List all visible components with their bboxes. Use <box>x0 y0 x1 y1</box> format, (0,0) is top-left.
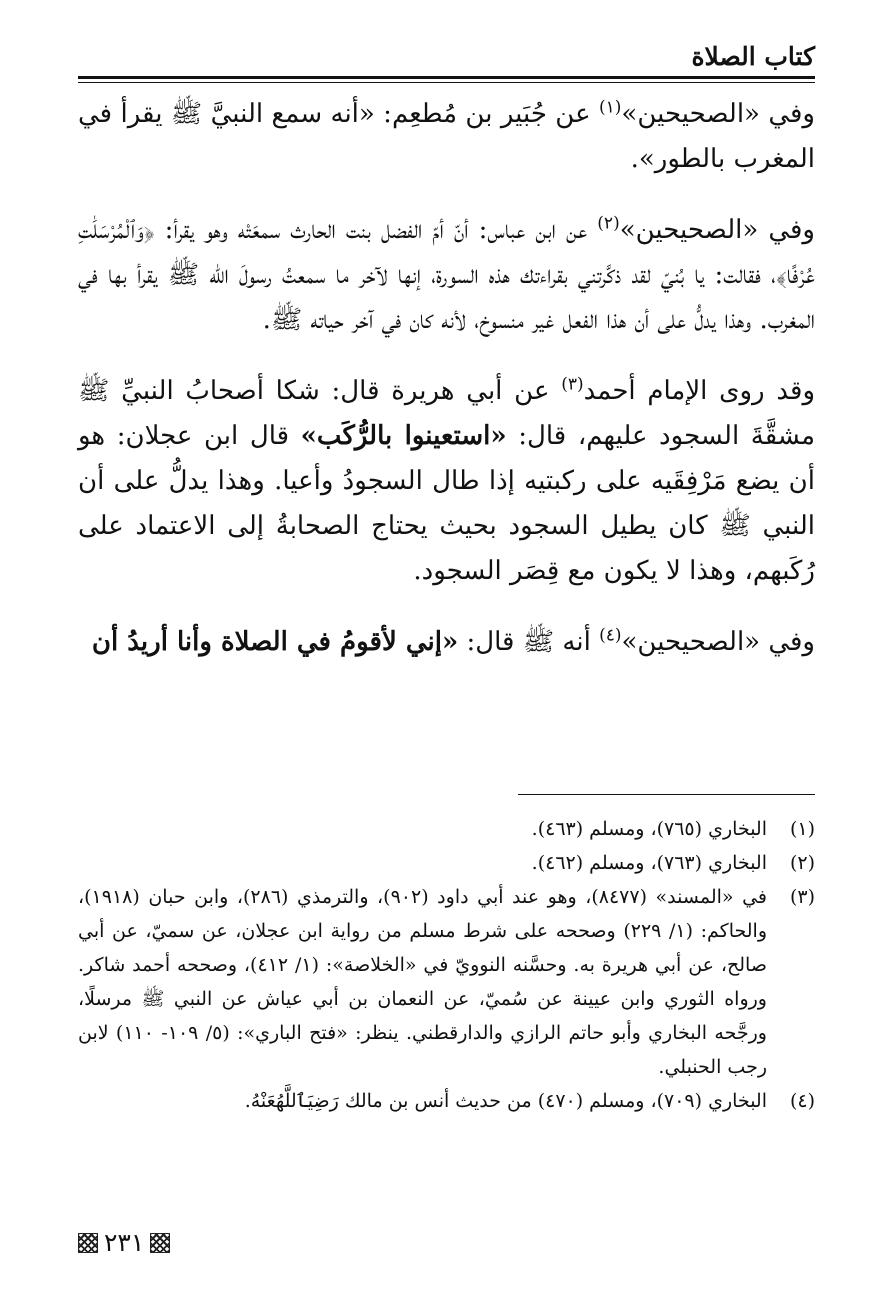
footnote-text: البخاري (٧٠٩)، ومسلم (٤٧٠) من حديث أنس بن مالك رَضِيَٱللَّهُعَنْهُ. <box>244 1090 767 1112</box>
footnote-ref[interactable]: (٣) <box>561 374 584 395</box>
page-ornament-icon <box>150 1233 170 1253</box>
footnote-item <box>78 812 815 846</box>
footnote-item <box>78 1084 815 1118</box>
page-number-block <box>78 1226 170 1260</box>
page-title: كتاب الصلاة <box>691 42 815 71</box>
paragraph-text: قال ابن عجلان: هو أن يضع مَرْفِقَيه على ركبتيه إذا طال السجودُ وأعيا. وهذا يدلُّ على أن النبي ﷺ كان يطيل السجود بحيث يحتاج الصحابةُ إلى الاعتماد على رُكَبهم، وهذا لا يكون مع قِصَر السجود. <box>78 421 815 586</box>
footnote-separator <box>518 794 815 795</box>
paragraph-4 <box>78 620 815 665</box>
footnote-ref[interactable]: (٤) <box>599 625 622 646</box>
page-number: ٢٣١ <box>104 1228 145 1257</box>
footnote-number: (٢) <box>789 852 815 874</box>
paragraph-text: عن جُبَير بن مُطعِم: «أنه سمع النبيَّ ﷺ يقرأ في المغرب بالطور». <box>78 99 815 174</box>
paragraph-1 <box>78 92 815 182</box>
footnote-ref[interactable]: (١) <box>598 97 622 118</box>
footnote-ref[interactable]: (٢) <box>597 213 620 234</box>
hadith-quote: «استعينوا بالرُّكَب» <box>300 421 507 451</box>
paragraph-text: وفي «الصحيحين» <box>619 215 815 245</box>
hadith-quote: «إني لأقومُ في الصلاة وأنا أريدُ أن <box>91 627 459 657</box>
paragraph-text: وقد روى الإمام أحمد <box>583 376 815 406</box>
header-rule-thin <box>78 82 815 83</box>
footnotes <box>78 812 815 1118</box>
paragraph-text: وفي «الصحيحين» <box>621 627 815 657</box>
footnote-number: (٣) <box>789 886 815 908</box>
page-ornament-icon <box>78 1233 98 1253</box>
footnote-item <box>78 880 815 1084</box>
footnote-text: البخاري (٧٦٣)، ومسلم (٤٦٢). <box>531 852 767 874</box>
paragraph-text: وفي «الصحيحين» <box>621 99 815 129</box>
paragraph-3 <box>78 369 815 594</box>
footnote-number: (١) <box>789 818 815 840</box>
footnote-text: في «المسند» (٨٤٧٧)، وهو عند أبي داود (٩٠٢)، والترمذي (٢٨٦)، وابن حبان (١٩١٨)، والحاكم: (١/ ٢٢٩) وصححه على شرط مسلم من رواية ابن عجلان، عن سميّ، عن أبي صالح، عن أبي هريرة به. وحسَّنه النوويّ في «الخلاصة»: (١/ ٤١٢)، وصححه أحمد شاكر. ورواه الثوري وابن عيينة عن سُميّ، عن النعمان بن أبي عياش عن النبي ﷺ مرسلًا، ورجَّحه البخاري وأبو حاتم الرازي والدارقطني. ينظر: «فتح الباري»: (٥/ ١٠٩- ١١٠) لابن رجب الحنبلي. <box>78 886 767 1078</box>
paragraph-text: أنه ﷺ قال: <box>458 627 600 657</box>
footnote-text: البخاري (٧٦٥)، ومسلم (٤٦٣). <box>531 818 767 840</box>
paragraph-text: عن ابن عباس: أنّ أمّ الفضل بنت الحارث سمعَتْه وهو يقرأ: ﴿وَٱلْمُرْسَلَٰتِ عُرْفًا﴾، فقالت: يا بُنيّ لقد ذكَّرتني بقراءتك هذه السورة، إنها لآخر ما سمعتُ رسولَ الله ﷺ يقرأ بها في المغرب. وهذا يدلُّ على أن هذا الفعل غير منسوخ، لأنه كان في آخر حياته ﷺ. <box>78 215 815 335</box>
footnote-number: (٤) <box>789 1090 815 1112</box>
paragraph-text: عن أبي هريرة قال: شكا أصحابُ النبيِّ ﷺ مشقَّةَ السجود عليهم، قال: <box>78 376 815 451</box>
main-text <box>78 92 815 691</box>
footnote-item <box>78 846 815 880</box>
paragraph-2 <box>78 208 815 343</box>
header-rule-thick <box>78 76 815 79</box>
